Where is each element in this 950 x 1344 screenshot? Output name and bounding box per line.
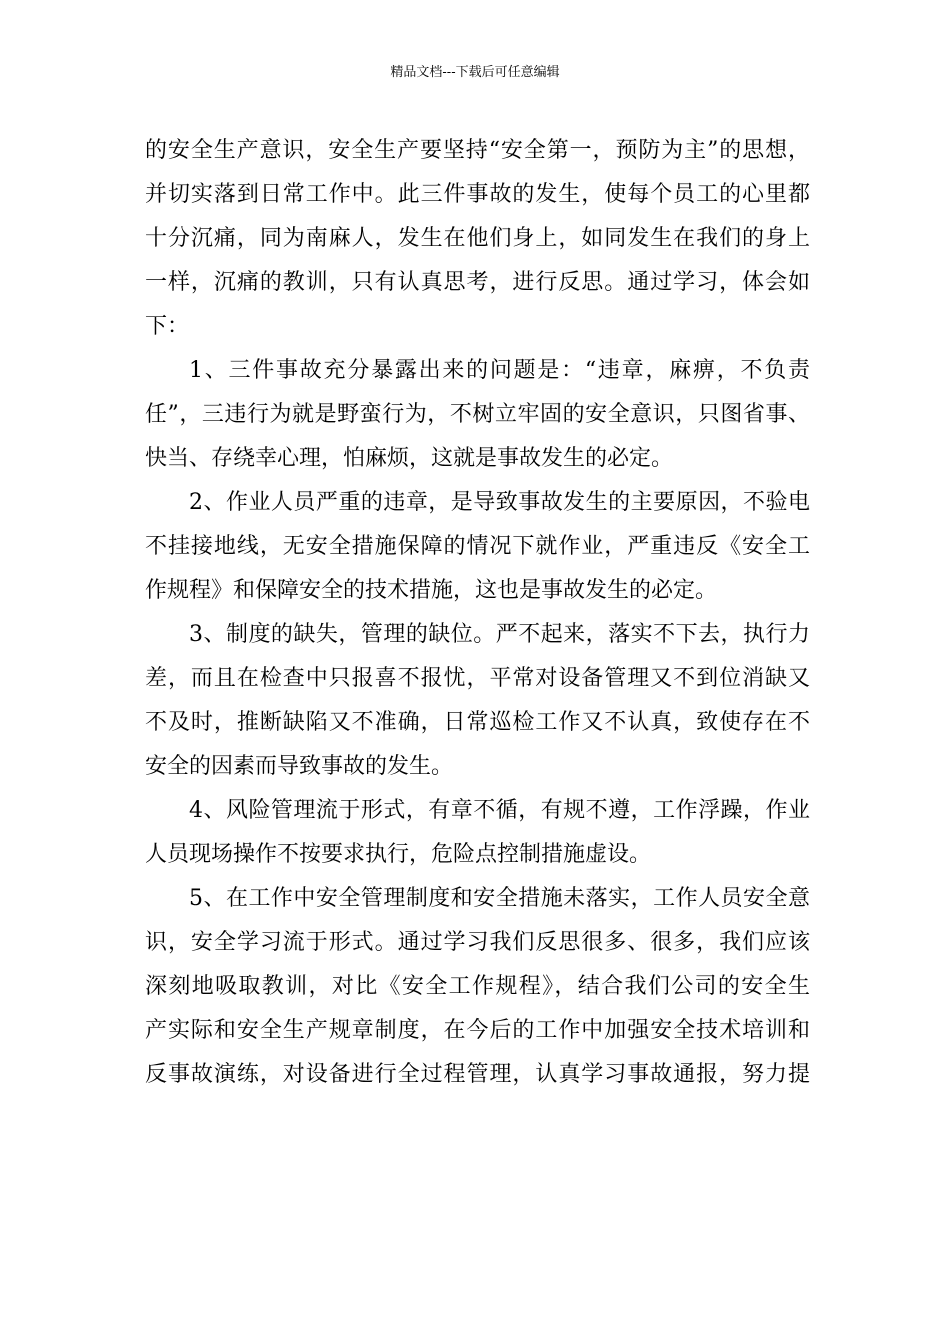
text-line: 快当、存绕幸心理，怕麻烦，这就是事故发生的必定。 bbox=[145, 446, 674, 471]
paragraph-5 bbox=[145, 789, 810, 877]
text-line: 不及时，推断缺陷又不准确，日常巡检工作又不认真，致使存在不 bbox=[145, 710, 810, 735]
text-line: 安全的因素而导致事故的发生。 bbox=[145, 754, 454, 779]
page-header: 精品文档---下载后可任意编辑 bbox=[390, 65, 560, 80]
text-line: 并切实落到日常工作中。此三件事故的发生，使每个员工的心里都 bbox=[145, 182, 810, 207]
paragraph-4 bbox=[145, 613, 810, 789]
document-body bbox=[145, 129, 810, 1097]
text-line: 4、风险管理流于形式，有章不循，有规不遵，工作浮躁，作业 bbox=[189, 798, 810, 823]
paragraph-1 bbox=[145, 129, 810, 349]
text-line: 差，而且在检查中只报喜不报忧，平常对设备管理又不到位消缺又 bbox=[145, 666, 810, 691]
paragraph-6 bbox=[145, 877, 810, 1097]
text-line: 3、制度的缺失，管理的缺位。严不起来，落实不下去，执行力 bbox=[189, 622, 810, 647]
text-line: 2、作业人员严重的违章，是导致事故发生的主要原因，不验电 bbox=[189, 490, 810, 515]
text-line: 任”，三违行为就是野蛮行为，不树立牢固的安全意识，只图省事、 bbox=[145, 402, 810, 427]
text-line: 识，安全学习流于形式。通过学习我们反思很多、很多，我们应该 bbox=[145, 930, 810, 955]
text-line: 下： bbox=[145, 314, 190, 339]
text-line: 作规程》和保障安全的技术措施，这也是事故发生的必定。 bbox=[145, 578, 718, 603]
text-line: 1、三件事故充分暴露出来的问题是：“违章，麻痹，不负责 bbox=[189, 358, 810, 383]
paragraph-2 bbox=[145, 349, 810, 481]
text-line: 反事故演练，对设备进行全过程管理，认真学习事故通报，努力提 bbox=[145, 1062, 810, 1087]
text-line: 十分沉痛，同为南麻人，发生在他们身上，如同发生在我们的身上 bbox=[145, 226, 810, 251]
text-line: 一样，沉痛的教训，只有认真思考，进行反思。通过学习，体会如 bbox=[145, 270, 810, 295]
text-line: 5、在工作中安全管理制度和安全措施未落实，工作人员安全意 bbox=[189, 886, 810, 911]
text-line: 的安全生产意识，安全生产要坚持“安全第一，预防为主”的思想， bbox=[145, 138, 810, 163]
text-line: 不挂接地线，无安全措施保障的情况下就作业，严重违反《安全工 bbox=[145, 534, 810, 559]
text-line: 产实际和安全生产规章制度，在今后的工作中加强安全技术培训和 bbox=[145, 1018, 810, 1043]
text-line: 深刻地吸取教训，对比《安全工作规程》，结合我们公司的安全生 bbox=[145, 974, 810, 999]
text-line: 人员现场操作不按要求执行，危险点控制措施虚设。 bbox=[145, 842, 652, 867]
paragraph-3 bbox=[145, 481, 810, 613]
